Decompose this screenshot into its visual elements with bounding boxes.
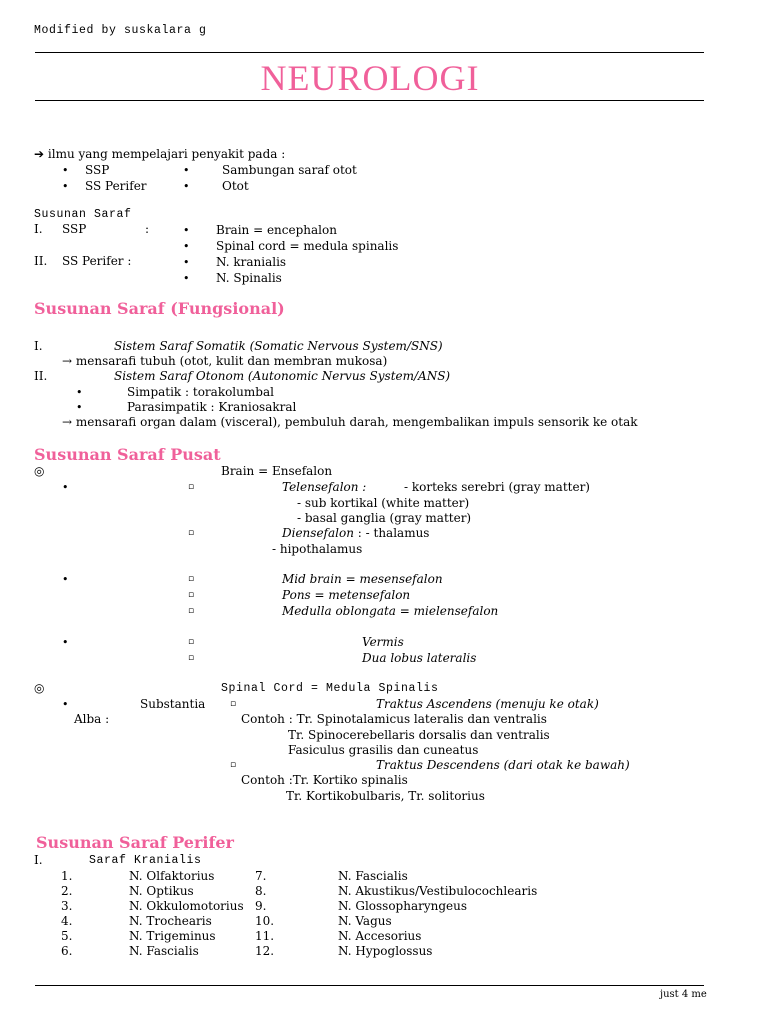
intro-text: ilmu yang mempelajari penyakit pada : [47,147,286,161]
diensefalon-line [282,526,429,541]
intro-line [34,147,285,162]
perifer-heading: Susunan Saraf Perifer [36,833,234,852]
square-bullet-icon: ▫ [188,574,195,584]
fungsional-heading: Susunan Saraf (Fungsional) [34,299,285,318]
cranial-nerve: N. Olfaktorius [129,869,215,883]
bullet-icon: • [62,481,69,494]
susunan-heading: Susunan Saraf [34,208,132,221]
susunan-item: Brain = encephalon [216,223,337,237]
ss-perifer-label: SS Perifer : [62,254,132,268]
somatik-desc: → mensarafi tubuh (otot, kulit dan membran mukosa) [62,354,388,368]
bullet-icon: • [62,573,69,586]
telensefalon-item: - basal ganglia (gray matter) [297,511,472,525]
cranial-number: 8. [255,884,267,898]
cranial-number: 1. [61,869,73,883]
bullet-icon: • [183,164,190,177]
ascendens-example: Contoh : Tr. Spinotalamicus lateralis dan ventralis [241,712,547,726]
medulla-label: Medulla oblongata = mielensefalon [282,604,499,618]
brain-line: Brain = Ensefalon [221,464,333,478]
otonom-item: Parasimpatik : Kraniosakral [127,400,297,414]
cranial-number: 5. [61,929,73,943]
square-bullet-icon: ▫ [188,606,195,616]
cranial-nerve: N. Vagus [338,914,392,928]
lobus-label: Dua lobus lateralis [362,651,477,665]
somatik-title: Sistem Saraf Somatik (Somatic Nervous System/SNS) [114,339,443,353]
descendens-title: Traktus Descendens (dari otak ke bawah) [376,758,630,772]
diensefalon-item: - hipothalamus [272,542,363,556]
list-number: I. [34,222,43,236]
colon: : [145,222,150,236]
cranial-nerve: N. Trigeminus [129,929,216,943]
cranial-number: 4. [61,914,73,928]
bullet-icon: • [183,180,190,193]
target-icon: ◎ [34,464,45,478]
title-rule [35,100,704,101]
pusat-heading: Susunan Saraf Pusat [34,445,221,464]
bullet-icon: • [62,636,69,649]
square-bullet-icon: ▫ [188,637,195,647]
square-bullet-icon: ▫ [230,699,237,709]
bullet-icon: • [76,401,83,414]
list-number: II. [34,254,48,268]
cranial-number: 10. [255,914,275,928]
diensefalon-label: Diensefalon [282,526,354,540]
bullet-icon: • [62,698,69,711]
cranial-nerve: N. Glossopharyngeus [338,899,468,913]
arrow-icon: ➔ [34,147,45,161]
modified-by: Modified by suskalara g [34,24,207,37]
bullet-icon: • [183,256,190,269]
ssp-label: SSP [62,222,87,236]
square-bullet-icon: ▫ [188,528,195,538]
intro-item: SSP [85,163,110,177]
telensefalon-item: - korteks serebri (gray matter) [404,480,590,494]
susunan-item: Spinal cord = medula spinalis [216,239,399,253]
substantia-label: Substantia [140,697,206,711]
intro-item: Otot [222,179,249,193]
cranial-number: 9. [255,899,267,913]
cranial-nerve: N. Okkulomotorius [129,899,244,913]
vermis-label: Vermis [362,635,404,649]
bottom-rule [35,985,704,986]
cranial-number: 2. [61,884,73,898]
diensefalon-item: : - thalamus [357,526,430,540]
page-title: NEUROLOGI [260,58,480,98]
cranial-nerve: N. Hypoglossus [338,944,433,958]
bullet-icon: • [62,180,69,193]
susunan-item: N. Spinalis [216,271,282,285]
bullet-icon: • [76,386,83,399]
cranial-number: 3. [61,899,73,913]
midbrain-label: Mid brain = mesensefalon [282,572,443,586]
ascendens-example: Tr. Spinocerebellaris dorsalis dan ventralis [288,728,550,742]
cranial-number: 11. [255,929,275,943]
bullet-icon: • [62,164,69,177]
square-bullet-icon: ▫ [230,760,237,770]
cranial-nerve: N. Akustikus/Vestibulocochlearis [338,884,538,898]
top-rule [35,52,704,53]
telensefalon-item: - sub kortikal (white matter) [297,496,470,510]
kranialis-label: Saraf Kranialis [89,854,202,867]
bullet-icon: • [183,224,190,237]
alba-label: Alba : [74,712,110,726]
cranial-number: 12. [255,944,275,958]
otonom-title: Sistem Saraf Otonom (Autonomic Nervus System/ANS) [114,369,451,383]
cranial-nerve: N. Optikus [129,884,194,898]
cranial-nerve: N. Trochearis [129,914,212,928]
intro-item: Sambungan saraf otot [222,163,357,177]
pons-label: Pons = metensefalon [282,588,411,602]
list-number: II. [34,369,48,383]
cranial-number: 7. [255,869,267,883]
cranial-nerve: N. Fascialis [338,869,408,883]
ascendens-example: Fasiculus grasilis dan cuneatus [288,743,479,757]
descendens-example: Contoh :Tr. Kortiko spinalis [241,773,408,787]
footer-text: just 4 me [660,989,707,1000]
susunan-item: N. kranialis [216,255,287,269]
descendens-example: Tr. Kortikobulbaris, Tr. solitorius [286,789,485,803]
square-bullet-icon: ▫ [188,482,195,492]
otonom-desc: → mensarafi organ dalam (visceral), pembuluh darah, mengembalikan impuls sensorik ke otak [62,415,638,429]
cranial-number: 6. [61,944,73,958]
bullet-icon: • [183,240,190,253]
cranial-nerve: N. Fascialis [129,944,199,958]
ascendens-title: Traktus Ascendens (menuju ke otak) [376,697,599,711]
spinal-cord-line: Spinal Cord = Medula Spinalis [221,682,439,695]
square-bullet-icon: ▫ [188,653,195,663]
otonom-item: Simpatik : torakolumbal [127,385,274,399]
intro-item: SS Perifer [85,179,147,193]
telensefalon-label: Telensefalon : [282,480,367,494]
target-icon: ◎ [34,681,45,695]
bullet-icon: • [183,272,190,285]
cranial-nerve: N. Accesorius [338,929,422,943]
list-number: I. [34,853,43,867]
square-bullet-icon: ▫ [188,590,195,600]
list-number: I. [34,339,43,353]
